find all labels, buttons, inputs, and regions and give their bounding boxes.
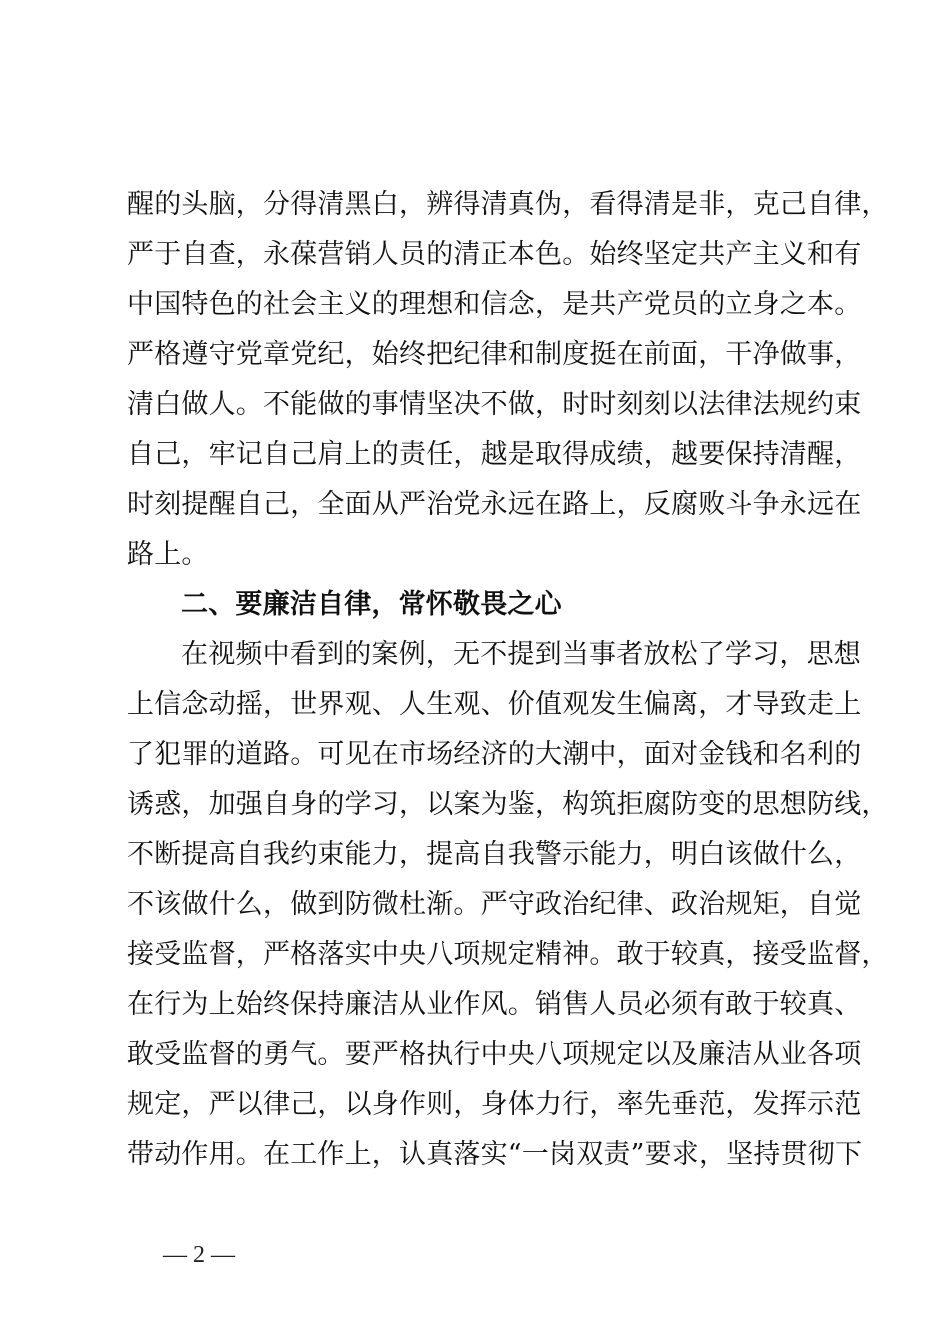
text-line: 了犯罪的道路。可见在市场经济的大潮中，面对金钱和名利的 (127, 739, 862, 770)
text-line: 不该做什么，做到防微杜渐。严守政治纪律、政治规矩，自觉 (127, 889, 862, 920)
page-number: — 2 — (163, 1242, 235, 1268)
text-line: 带动作用。在工作上，认真落实“一岗双责”要求，坚持贯彻下 (127, 1139, 863, 1170)
text-line: 清白做人。不能做的事情坚决不做，时时刻刻以法律法规约束 (127, 389, 862, 420)
text-line: 上信念动摇，世界观、人生观、价值观发生偏离，才导致走上 (127, 689, 862, 720)
text-line: 规定，严以律己，以身作则，身体力行，率先垂范，发挥示范 (127, 1089, 862, 1120)
text-line: 严格遵守党章党纪，始终把纪律和制度挺在前面，干净做事， (127, 339, 862, 370)
text-line: 中国特色的社会主义的理想和信念，是共产党员的立身之本。 (127, 289, 862, 320)
text-line: 接受监督，严格落实中央八项规定精神。敢于较真，接受监督， (127, 939, 889, 970)
text-line: 路上。 (127, 539, 209, 570)
text-line: 自己，牢记自己肩上的责任，越是取得成绩，越要保持清醒， (127, 439, 862, 470)
text-line: 时刻提醒自己，全面从严治党永远在路上，反腐败斗争永远在 (127, 489, 862, 520)
text-line: 醒的头脑，分得清黑白，辨得清真伪，看得清是非，克己自律， (127, 189, 889, 220)
text-line: 敢受监督的勇气。要严格执行中央八项规定以及廉洁从业各项 (127, 1039, 862, 1070)
text-line: 在视频中看到的案例，无不提到当事者放松了学习，思想 (181, 639, 861, 670)
document-body (127, 180, 889, 1180)
section-heading: 二、要廉洁自律，常怀敬畏之心 (181, 589, 562, 620)
text-line: 在行为上始终保持廉洁从业作风。销售人员必须有敢于较真、 (127, 989, 862, 1020)
text-line: 严于自查，永葆营销人员的清正本色。始终坚定共产主义和有 (127, 239, 862, 270)
text-line: 诱惑，加强自身的学习，以案为鉴，构筑拒腐防变的思想防线， (127, 789, 889, 820)
text-line: 不断提高自我约束能力，提高自我警示能力，明白该做什么， (127, 839, 862, 870)
